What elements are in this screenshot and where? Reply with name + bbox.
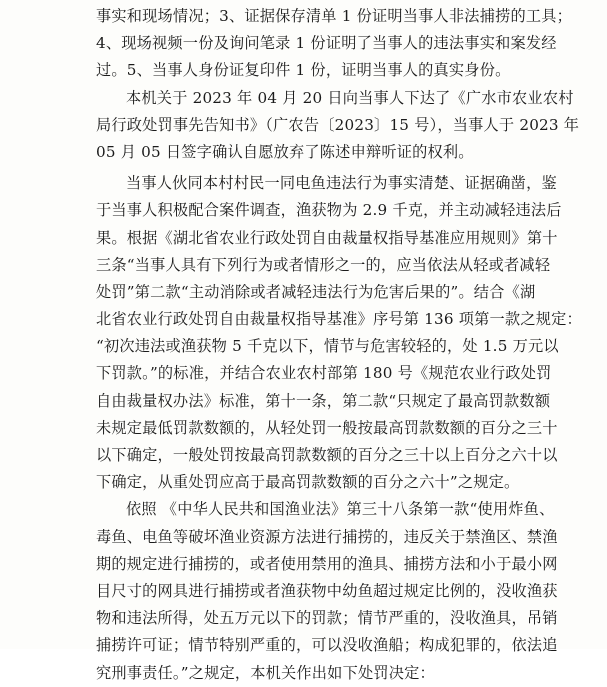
text-line: 处罚”第二款“主动消除或者减轻违法行为危害后果的”。结合《湖 (96, 282, 536, 301)
text-line: 局行政处罚事先告知书》（广农告〔2023〕15 号），当事人于 2023 年 (96, 115, 580, 134)
text-line: 究刑事责任。”之规定，本机关作出如下处罚决定： (96, 663, 435, 682)
text-line: 本机关于 2023 年 04 月 20 日向当事人下达了《广水市农业农村 (126, 88, 574, 107)
text-line: 当事人伙同本村村民一同电鱼违法行为事实清楚、证据确凿，鉴 (126, 174, 557, 193)
text-line: 物和违法所得，处五万元以下的罚款；情节严重的，没收渔具，吊销 (96, 609, 558, 628)
text-line: 捕捞许可证；情节特别严重的，可以没收渔船；构成犯罪的，依法追 (96, 636, 558, 655)
text-line: 事实和现场情况；3、证据保存清单 1 份证明当事人非法捕捞的工具； (96, 7, 573, 25)
text-line: 下确定，从重处罚应高于最高罚款数额的百分之六十”之规定。 (96, 473, 520, 492)
text-line: 于当事人积极配合案件调查，渔获物为 2.9 千克，并主动减轻违法后 (96, 201, 562, 220)
text-line: 以下确定，一般处罚按最高罚款数额的百分之三十以上百分之六十以 (96, 446, 558, 464)
text-line: 未规定最低罚款数额的，从轻处罚一般按最高罚款数额的百分之三十 (96, 418, 558, 437)
paragraph-evidence-continued (96, 3, 596, 85)
paragraph-notice (96, 85, 596, 167)
text-line: 目尺寸的网具进行捕捞或者渔获物中幼鱼超过规定比例的，没收渔获 (96, 581, 558, 600)
text-line: 果。根据《湖北省农业行政处罚自由裁量权指导基准应用规则》第十 (96, 228, 558, 247)
text-line: 4、现场视频一份及询问笔录 1 份证明了当事人的违法事实和案发经 (96, 34, 557, 53)
text-line: 毒鱼、电鱼等破坏渔业资源方法进行捕捞的，违反关于禁渔区、禁渔 (96, 527, 558, 546)
text-line: “初次违法或渔获物 5 千克以下，情节与危害较轻的，处 1.5 万元以 (96, 337, 559, 356)
paragraph-mitigation (96, 170, 596, 496)
text-line: 期的规定进行捕捞的，或者使用禁用的渔具、捕捞方法和小于最小网 (96, 554, 558, 573)
text-line: 三条“当事人具有下列行为或者情形之一的，应当依法从轻或者减轻 (96, 255, 551, 274)
text-line: 过。5、当事人身份证复印件 1 份，证明当事人的真实身份。 (96, 61, 511, 80)
text-line: 下罚款。”的标准，并结合农业农村部第 180 号《规范农业行政处罚 (96, 364, 552, 383)
text-line: 自由裁量权办法》标准，第十一条，第二款“只规定了最高罚款数额 (96, 391, 551, 410)
document-body (96, 3, 596, 687)
text-line: 北省农业行政处罚自由裁量权指导基准》序号第 136 项第一款之规定： (96, 310, 582, 329)
paragraph-law-basis (96, 496, 596, 686)
text-line: 05 月 05 日签字确认自愿放弃了陈述申辩听证的权利。 (96, 142, 474, 161)
text-line: 依照 《中华人民共和国渔业法》第三十八条第一款“使用炸鱼、 (126, 500, 555, 519)
